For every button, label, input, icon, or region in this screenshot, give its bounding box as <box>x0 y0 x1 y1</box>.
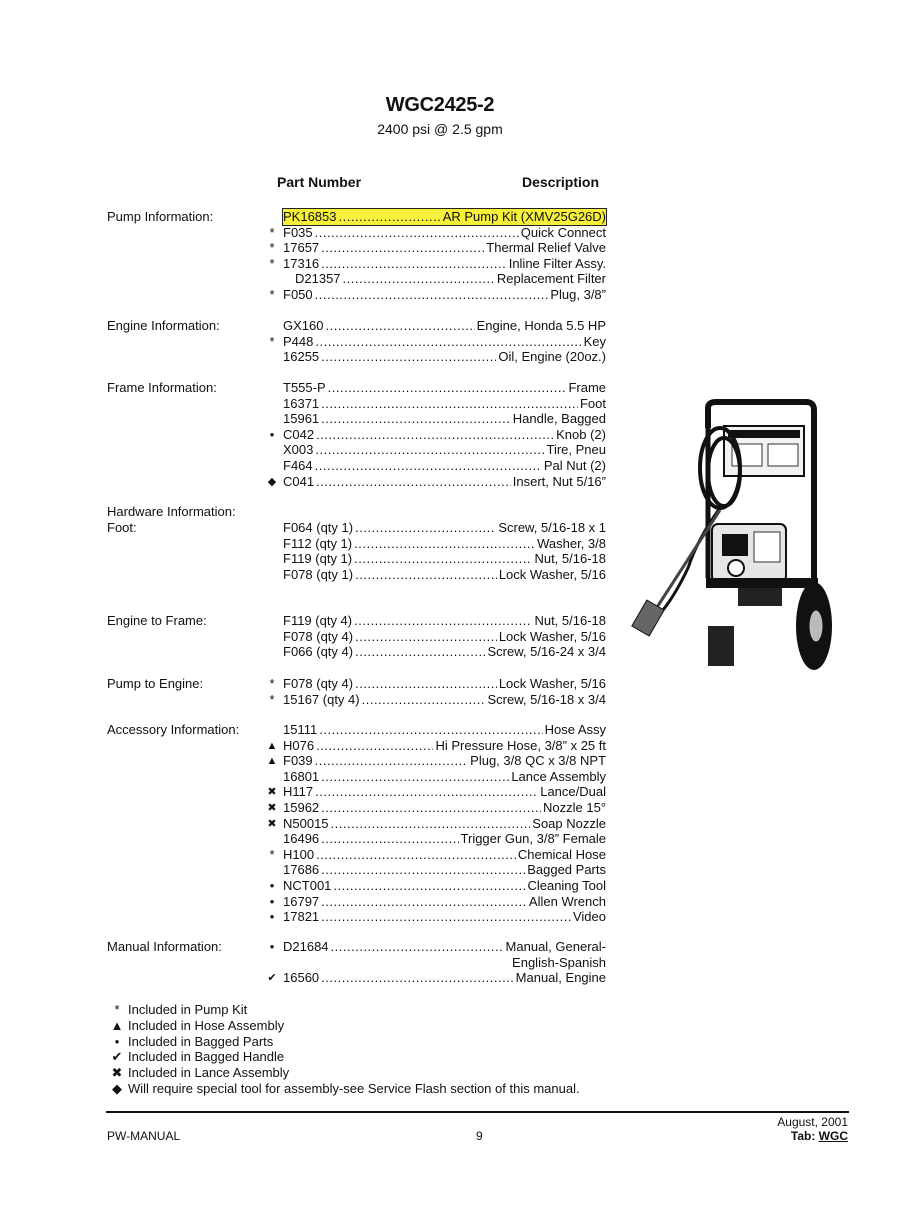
part-row <box>261 240 606 256</box>
part-description: Thermal Relief Valve <box>486 240 606 256</box>
part-marker: ✖ <box>267 802 277 814</box>
dot-leader <box>355 520 496 536</box>
part-line <box>283 225 606 241</box>
part-line <box>283 784 606 800</box>
model-title: WGC2425-2 <box>385 94 495 116</box>
part-line <box>283 349 606 365</box>
part-description: Quick Connect <box>520 224 606 240</box>
part-marker: ▲ <box>266 739 278 752</box>
legend-symbol: ✔ <box>111 1049 123 1065</box>
footer-tab-label: Tab: <box>790 1129 816 1143</box>
part-line <box>283 613 606 629</box>
part-line <box>283 256 606 272</box>
dot-leader <box>354 613 532 629</box>
part-marker: • <box>269 426 275 442</box>
part-number: 16801 <box>283 768 320 784</box>
dot-leader <box>321 862 525 878</box>
dot-leader <box>339 209 441 225</box>
legend-symbol: ▲ <box>110 1017 124 1033</box>
part-line <box>283 939 606 955</box>
part-description: Lance/Dual <box>540 784 606 800</box>
part-marker: • <box>269 909 275 925</box>
part-line <box>283 442 606 458</box>
part-line <box>283 520 606 536</box>
part-line <box>283 474 606 490</box>
dot-leader <box>331 939 504 955</box>
dot-leader <box>331 816 531 832</box>
part-row <box>261 427 606 443</box>
part-description: Manual, General- <box>505 939 606 954</box>
dot-leader <box>315 784 538 800</box>
part-number: P448 <box>283 333 314 349</box>
part-number: T555-P <box>283 380 326 395</box>
footer-date: August, 2001 <box>777 1115 848 1129</box>
part-number: H076 <box>283 737 315 753</box>
part-number: 15111 <box>283 722 318 737</box>
part-row <box>261 536 606 552</box>
dot-leader <box>321 800 541 816</box>
dot-leader <box>328 380 567 396</box>
part-line <box>283 318 606 334</box>
part-description: Knob (2) <box>556 426 606 442</box>
part-row <box>261 349 606 365</box>
part-line <box>283 878 606 894</box>
part-marker: * <box>269 224 275 240</box>
part-line <box>283 536 606 552</box>
part-line <box>283 970 606 986</box>
dot-leader <box>355 629 497 645</box>
part-marker: ✖ <box>267 786 277 799</box>
dot-leader <box>315 225 519 241</box>
part-description: Allen Wrench <box>528 893 606 909</box>
part-description: Screw, 5/16-18 x 1 <box>498 520 606 535</box>
part-description: Hi Pressure Hose, 3/8” x 25 ft <box>435 737 606 753</box>
part-description: Lock Washer, 5/16 <box>498 676 606 691</box>
part-number: F464 <box>283 458 313 473</box>
part-description: Chemical Hose <box>517 846 606 862</box>
column-header-description: Description <box>522 174 600 190</box>
dot-leader <box>321 894 527 910</box>
dot-leader <box>343 271 495 287</box>
part-description: Nut, 5/16-18 <box>534 551 606 567</box>
dot-leader <box>321 411 511 427</box>
legend-item <box>106 1034 273 1050</box>
legend-item <box>106 1002 247 1018</box>
part-row <box>261 909 606 925</box>
dot-leader <box>321 396 578 412</box>
part-marker: * <box>269 846 275 862</box>
part-number: 16797 <box>283 893 320 909</box>
dot-leader <box>315 287 549 303</box>
part-row <box>261 520 606 536</box>
dot-leader <box>355 567 497 583</box>
part-line <box>283 644 606 660</box>
part-number: D21684 <box>283 939 329 954</box>
part-number: 16560 <box>283 970 320 986</box>
legend-item <box>106 1081 580 1097</box>
part-row <box>261 644 606 660</box>
section-label: Engine to Frame: <box>107 613 207 628</box>
part-number: 17657 <box>283 240 320 256</box>
dot-leader <box>315 334 581 350</box>
part-description: Handle, Bagged <box>512 411 606 427</box>
legend-symbol: ✖ <box>111 1065 123 1081</box>
dot-leader <box>316 847 516 863</box>
legend-text: Will require special tool for assembly-see Service Flash section of this manual. <box>128 1081 580 1096</box>
part-row <box>261 894 606 910</box>
part-number: 15961 <box>283 411 320 427</box>
part-line <box>283 800 606 816</box>
part-number: 16255 <box>283 349 320 365</box>
part-row <box>261 676 606 692</box>
part-line <box>283 396 606 412</box>
part-line <box>283 334 606 350</box>
section-label: Pump to Engine: <box>107 676 204 691</box>
part-row <box>261 225 606 241</box>
section-label: Hardware Information: <box>107 504 236 519</box>
part-number: F119 (qty 1) <box>283 551 353 567</box>
legend-text: Included in Bagged Handle <box>128 1049 285 1065</box>
dot-leader <box>316 427 554 443</box>
dot-leader <box>321 240 484 256</box>
part-line <box>283 567 606 583</box>
part-description: Oil, Engine (20oz.) <box>498 349 606 365</box>
part-row <box>261 256 606 272</box>
part-row <box>261 939 606 955</box>
dot-leader <box>355 644 485 660</box>
part-marker: * <box>269 676 275 691</box>
part-row <box>261 800 606 816</box>
part-number: H117 <box>283 784 314 800</box>
part-row <box>261 567 606 583</box>
part-marker: ✖ <box>267 817 277 830</box>
part-description: Cleaning Tool <box>527 878 606 893</box>
section-label: Foot: <box>107 520 137 535</box>
dot-leader <box>321 909 571 925</box>
legend-text: Included in Bagged Parts <box>128 1033 274 1049</box>
part-description: Plug, 3/8” <box>550 287 606 302</box>
part-number: F039 <box>283 753 313 769</box>
part-number: F078 (qty 4) <box>283 628 354 644</box>
part-row <box>261 753 606 769</box>
part-line <box>283 629 606 645</box>
legend-symbol: * <box>114 1002 120 1017</box>
footer-rule <box>106 1111 849 1113</box>
part-row <box>261 629 606 645</box>
part-marker: • <box>269 878 275 893</box>
part-marker: * <box>269 333 275 349</box>
part-line <box>283 894 606 910</box>
part-number: F066 (qty 4) <box>283 644 354 660</box>
part-number: 16496 <box>283 831 320 847</box>
part-number: F078 (qty 1) <box>283 566 354 582</box>
part-line <box>283 380 606 396</box>
part-description: Lock Washer, 5/16 <box>498 628 606 644</box>
footer-manual-name: PW-MANUAL <box>107 1129 181 1143</box>
part-line <box>283 738 606 754</box>
part-row <box>261 831 606 847</box>
part-row <box>261 722 606 738</box>
part-description: Manual, Engine <box>515 970 606 986</box>
footer-date-tab <box>777 1115 848 1143</box>
part-description: AR Pump Kit (XMV25G26D) <box>442 209 606 224</box>
part-marker: * <box>269 691 275 707</box>
part-number: N50015 <box>283 815 329 831</box>
part-line <box>283 847 606 863</box>
dot-leader <box>321 256 507 272</box>
part-number: X003 <box>283 442 314 458</box>
legend-text: Included in Lance Assembly <box>128 1065 290 1081</box>
part-row <box>261 287 606 303</box>
dot-leader <box>355 676 497 692</box>
dot-leader <box>315 458 542 474</box>
footer-tab-value: WGC <box>818 1129 848 1143</box>
part-description: Frame <box>568 380 606 395</box>
part-description: Lock Washer, 5/16 <box>498 566 606 582</box>
part-row <box>261 458 606 474</box>
part-description: Nut, 5/16-18 <box>534 613 606 628</box>
part-line <box>283 722 606 738</box>
part-row <box>261 784 606 800</box>
dot-leader <box>315 753 469 769</box>
part-description: Washer, 3/8 <box>537 535 606 551</box>
part-marker: * <box>269 255 275 271</box>
part-number: D21357 <box>295 271 341 287</box>
legend-text: Included in Hose Assembly <box>128 1017 285 1033</box>
part-line <box>283 753 606 769</box>
part-row <box>261 878 606 894</box>
part-number: H100 <box>283 846 315 862</box>
part-line <box>283 769 606 785</box>
part-row <box>261 692 606 708</box>
part-line <box>283 271 606 287</box>
part-row <box>261 271 606 287</box>
part-line <box>283 411 606 427</box>
legend-symbol: • <box>114 1033 120 1049</box>
part-number: 17316 <box>283 255 320 271</box>
part-number: 17821 <box>283 909 320 925</box>
part-number: F112 (qty 1) <box>283 535 353 551</box>
part-row <box>261 970 606 986</box>
part-line <box>283 831 606 847</box>
part-row <box>261 738 606 754</box>
part-description: Screw, 5/16-18 x 3/4 <box>487 691 606 707</box>
section-label: Engine Information: <box>107 318 220 333</box>
dot-leader <box>316 474 511 490</box>
part-line <box>283 427 606 443</box>
part-number: PK16853 <box>283 209 337 224</box>
part-description: Replacement Filter <box>496 271 606 287</box>
part-number: F035 <box>283 224 313 240</box>
part-line <box>283 240 606 256</box>
part-row <box>261 474 606 490</box>
dot-leader <box>354 536 535 552</box>
part-description: Video <box>572 909 606 925</box>
part-description: Plug, 3/8 QC x 3/8 NPT <box>470 753 606 769</box>
page-number: 9 <box>476 1129 483 1143</box>
part-description: Key <box>583 333 606 349</box>
part-description: Foot <box>579 395 606 411</box>
dot-leader <box>321 349 496 365</box>
part-marker: • <box>269 893 275 909</box>
part-description: Lance Assembly <box>511 768 606 784</box>
part-number: 16371 <box>283 395 320 411</box>
part-description: Insert, Nut 5/16” <box>512 473 606 489</box>
footer-tab <box>777 1129 848 1143</box>
dot-leader <box>321 769 509 785</box>
legend-symbol: ◆ <box>112 1081 122 1096</box>
part-row <box>261 816 606 832</box>
dot-leader <box>354 551 532 567</box>
part-line <box>283 551 606 567</box>
part-marker: ◆ <box>267 475 277 488</box>
part-marker: ▲ <box>266 755 278 768</box>
part-description-continuation: English-Spanish <box>512 954 606 970</box>
part-line <box>283 862 606 878</box>
part-marker: * <box>269 287 275 302</box>
section-label: Pump Information: <box>107 209 214 224</box>
part-number: F050 <box>283 287 313 302</box>
column-header-part-number: Part Number <box>277 174 362 190</box>
legend-item <box>106 1049 284 1065</box>
part-number: 17686 <box>283 862 320 878</box>
part-row <box>261 411 606 427</box>
part-description: Soap Nozzle <box>532 815 606 831</box>
part-line <box>283 209 606 225</box>
pressure-washer-image <box>628 398 834 680</box>
part-number: F064 (qty 1) <box>283 520 354 535</box>
dot-leader <box>315 442 544 458</box>
part-line <box>283 458 606 474</box>
section-label: Accessory Information: <box>107 722 240 737</box>
part-line <box>283 909 606 925</box>
part-number: GX160 <box>283 318 324 333</box>
part-row <box>261 862 606 878</box>
part-row <box>261 769 606 785</box>
part-row <box>261 318 606 334</box>
part-number: 15167 (qty 4) <box>283 691 360 707</box>
part-description: Pal Nut (2) <box>543 458 606 473</box>
part-marker: * <box>269 240 275 256</box>
part-number: NCT001 <box>283 878 332 893</box>
part-number: 15962 <box>283 800 320 815</box>
part-description: Nozzle 15° <box>542 800 606 815</box>
dot-leader <box>321 970 514 986</box>
section-label: Manual Information: <box>107 939 222 954</box>
part-description: Hose Assy <box>544 722 606 737</box>
part-row <box>261 334 606 350</box>
part-number: C042 <box>283 426 315 442</box>
part-number: F119 (qty 4) <box>283 613 353 628</box>
part-description: Tire, Pneu <box>546 442 606 458</box>
part-line <box>283 287 606 303</box>
part-line <box>283 816 606 832</box>
part-row <box>261 551 606 567</box>
part-description: Screw, 5/16-24 x 3/4 <box>487 644 606 660</box>
dot-leader <box>325 318 474 334</box>
part-number: F078 (qty 4) <box>283 676 354 691</box>
section-label: Frame Information: <box>107 380 217 395</box>
dot-leader <box>316 738 433 754</box>
dot-leader <box>321 831 458 847</box>
part-row <box>261 613 606 629</box>
part-line <box>283 676 606 692</box>
legend-item <box>106 1018 284 1034</box>
model-spec: 2400 psi @ 2.5 gpm <box>377 121 503 137</box>
dot-leader <box>362 692 486 708</box>
part-description: Bagged Parts <box>527 862 606 878</box>
part-row <box>261 847 606 863</box>
part-marker: • <box>269 939 275 954</box>
part-row <box>261 442 606 458</box>
part-row <box>261 396 606 412</box>
part-line <box>283 692 606 708</box>
legend-item <box>106 1065 289 1081</box>
legend-text: Included in Pump Kit <box>128 1002 248 1017</box>
part-row <box>261 380 606 396</box>
part-description: Inline Filter Assy. <box>508 255 606 271</box>
part-marker: ✔ <box>267 972 277 985</box>
part-row <box>261 209 606 225</box>
part-description: Trigger Gun, 3/8” Female <box>460 831 606 847</box>
part-number: C041 <box>283 473 315 489</box>
part-description: Engine, Honda 5.5 HP <box>476 318 606 333</box>
dot-leader <box>319 722 542 738</box>
dot-leader <box>333 878 525 894</box>
